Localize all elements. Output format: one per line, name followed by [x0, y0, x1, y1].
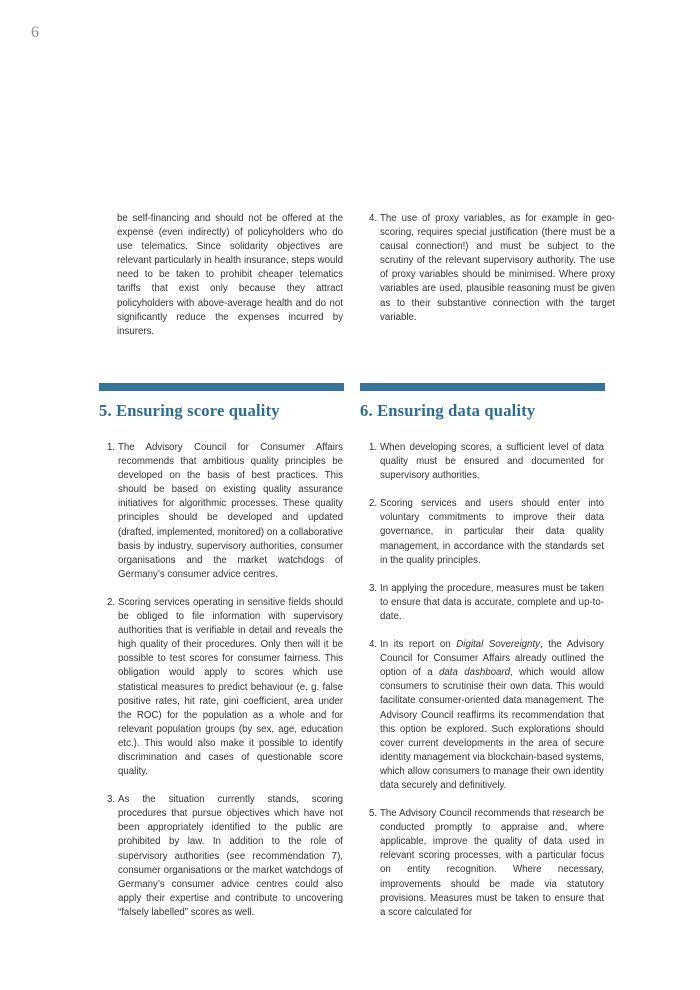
list-item-number: 4.	[369, 213, 378, 224]
list-item-number: 3.	[369, 582, 378, 594]
list-item-text: Scoring services and users should enter into voluntary commitments to improve their data governance, in particular their data quality management, in accordance with the standards set in the quality principles.	[380, 498, 604, 566]
list-item-number: 1.	[107, 442, 116, 453]
section-6-accent-bar	[360, 383, 605, 391]
list-item	[107, 793, 343, 920]
list-item	[369, 497, 604, 567]
list-item-number: 1.	[369, 442, 378, 453]
list-item-number: 4.	[369, 639, 378, 651]
list-item	[107, 596, 343, 779]
section-5-list	[107, 441, 343, 920]
list-item	[107, 441, 343, 582]
list-item-text: The Advisory Council recommends that research be conducted promptly to appraise and, where applicable, improve the quality of data used in relevant scoring processes, with a particular focus on entity recognition. Where necessary, improvements should be made via statutory provisions. Measures must be taken to ensure that a score calculated for	[380, 808, 604, 918]
list-item	[369, 441, 604, 483]
list-item-continued-4	[369, 212, 615, 325]
list-item-number: 2.	[369, 498, 378, 510]
list-item-number: 5.	[369, 808, 378, 820]
page-number: 6	[31, 24, 39, 41]
section-6-title: 6. Ensuring data quality	[360, 401, 536, 420]
list-item	[369, 807, 604, 920]
list-item	[369, 638, 604, 793]
list-item-text: In its report on Digital Sovereignty, the Advisory Council for Consumer Affairs already outlined the option of a data dashboard, which would allow consumers to scrutinise their own data. This would facilitate consumer-oriented data management. The Advisory Council reaffirms its recommendation that this option be explored. Such explorations should cover current developments in the area of secure identity management via blockchain-based systems, which allow consumers to manage their own identity data securely and definitively.	[380, 639, 604, 791]
list-item	[369, 582, 604, 624]
list-item-text: As the situation currently stands, scoring procedures that pursue objectives which have not been appropriately identified to the public are prohibited by law. In addition to the role of supervisory authorities (see recommendation 7), consumer organisations or the market watchdogs of Germany’s consumer advice centres could also apply their expertise and contribute to uncovering “falsely labelled” scores as well.	[118, 794, 343, 918]
section-6-list	[369, 441, 604, 920]
list-item-text: In applying the procedure, measures must be taken to ensure that data is accurate, complete and up-to-date.	[380, 582, 604, 622]
list-item-number: 3.	[107, 794, 116, 806]
section-5-title: 5. Ensuring score quality	[99, 401, 280, 420]
list-item-text: Scoring services operating in sensitive fields should be obliged to file information with supervisory authorities that is verifiable in detail and reveals the high quality of their procedures. Only then will it be possible to test scores for consumer fairness. This obligation would apply to scores which use statistical measures to predict behaviour (e. g. false positive rates, hit rate, gini coefficient, area under the ROC) for the population as a whole and for relevant population groups (by sex, age, education etc.). This would also make it possible to identify discrimination and cases of questionable score quality.	[118, 596, 343, 778]
list-item-text: The Advisory Council for Consumer Affairs recommends that ambitious quality principles be developed on the basis of best practices. This should be based on existing quality assurance initiatives for algorithmic processes. These quality principles should be developed and updated (drafted, implemented, monitored) on a collaborative basis by industry, supervisory authorities, consumer organisations and the market watchdogs of Germany’s consumer advice centres.	[118, 442, 343, 580]
list-item-number: 2.	[107, 596, 116, 608]
section-5-accent-bar	[99, 383, 344, 391]
continued-paragraph: be self-financing and should not be offered at the expense (even indirectly) of policyholders who do use telematics. Since solidarity objectives are relevant particularly in health insurance, steps would need to be taken to prohibit cheaper telematics tariffs that exist only because they attract policyholders with above-average health and do not significantly reduce the expenses incurred by insurers.	[117, 213, 343, 337]
list-item-text: The use of proxy variables, as for example in geo-scoring, requires special justification (there must be a causal connection!) and must be subject to the scrutiny of the relevant supervisory authority. The use of proxy variables should be minimised. Where proxy variables are used, plausible reasoning must be given as to their substantive connection with the target variable.	[380, 213, 615, 323]
list-item-text: When developing scores, a sufficient level of data quality must be ensured and documented for supervisory authorities.	[380, 442, 604, 482]
